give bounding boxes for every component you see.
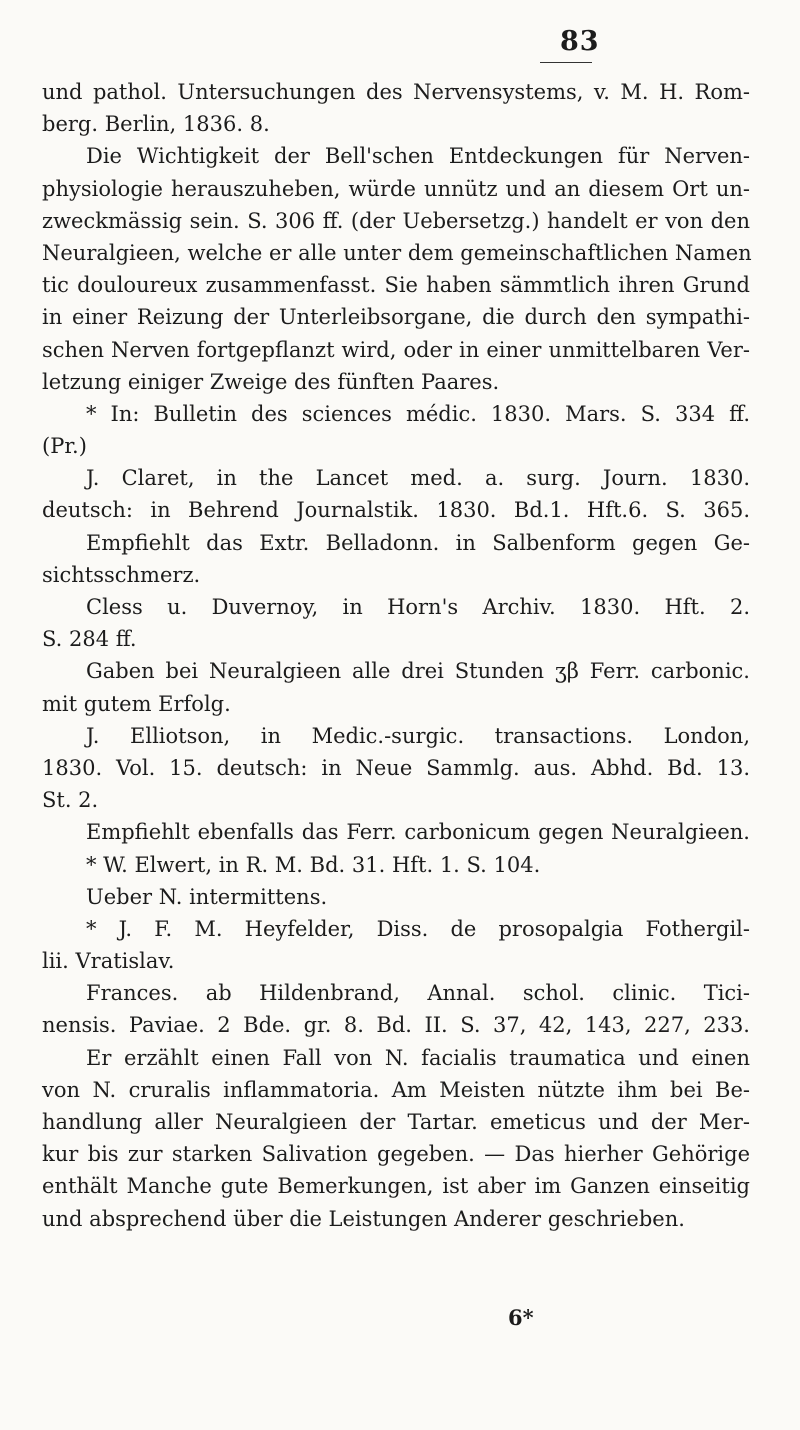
text-line: Ueber N. intermittens. <box>86 884 328 909</box>
text-line: mit gutem Erfolg. <box>42 691 231 716</box>
text-line: physiologie herauszuheben, würde unnütz und an diesem Ort un- <box>42 176 750 201</box>
text-line: St. 2. <box>42 788 99 813</box>
text-line: * In: Bulletin des sciences médic. 1830. Mars. S. 334 ff. <box>86 401 750 426</box>
text-line: Frances. ab Hildenbrand, Annal. schol. clinic. Tici- <box>86 981 750 1006</box>
text-line: enthält Manche gute Bemerkungen, ist aber im Ganzen einseitig <box>42 1174 750 1199</box>
text-line: kur bis zur starken Salivation gegeben. — Das hierher Gehörige <box>42 1142 750 1167</box>
text-line: und pathol. Untersuchungen des Nervensystems, v. M. H. Rom- <box>42 80 750 104</box>
text-line: tic douloureux zusammenfasst. Sie haben sämmtlich ihren Grund <box>42 273 750 298</box>
text-line: Neuralgieen, welche er alle unter dem gemeinschaftlichen Namen <box>42 240 752 265</box>
text-line: 1830. Vol. 15. deutsch: in Neue Sammlg. aus. Abhd. Bd. 13. <box>42 755 750 780</box>
text-line: Die Wichtigkeit der Bell'schen Entdeckungen für Nerven- <box>86 144 750 169</box>
text-line: Gaben bei Neuralgieen alle drei Stunden ʒβ Ferr. carbonic. <box>86 659 750 684</box>
text-line: deutsch: in Behrend Journalstik. 1830. Bd.1. Hft.6. S. 365. <box>42 498 750 523</box>
text-line: nensis. Paviae. 2 Bde. gr. 8. Bd. II. S. 37, 42, 143, 227, 233. <box>42 1013 750 1038</box>
header-rule <box>540 62 592 63</box>
text-line: lii. Vratislav. <box>42 949 175 974</box>
text-line: S. 284 ff. <box>42 627 137 652</box>
text-line: von N. cruralis inflammatoria. Am Meisten nützte ihm bei Be- <box>42 1077 750 1102</box>
text-line: J. Claret, in the Lancet med. a. surg. Journ. 1830. <box>86 466 750 491</box>
text-line: und absprechend über die Leistungen Anderer geschrieben. <box>42 1206 685 1231</box>
text-line: handlung aller Neuralgieen der Tartar. emeticus und der Mer- <box>42 1110 750 1134</box>
text-line: Empfiehlt das Extr. Belladonn. in Salbenform gegen Ge- <box>86 530 750 555</box>
text-line: sichtsschmerz. <box>42 562 201 587</box>
text-line: Empfiehlt ebenfalls das Ferr. carbonicum gegen Neuralgieen. <box>86 820 750 845</box>
signature-mark: 6* <box>508 1305 534 1330</box>
text-line: J. Elliotson, in Medic.-surgic. transactions. London, <box>86 723 750 748</box>
body-text <box>42 76 750 1235</box>
text-line: * J. F. M. Heyfelder, Diss. de prosopalgia Fothergil- <box>86 916 750 941</box>
text-line: in einer Reizung der Unterleibsorgane, die durch den sympathi- <box>42 305 750 330</box>
text-line: (Pr.) <box>42 434 87 459</box>
text-line: schen Nerven fortgepflanzt wird, oder in einer unmittelbaren Ver- <box>42 337 750 362</box>
text-line: letzung einiger Zweige des fünften Paares. <box>42 369 500 394</box>
text-line: Cless u. Duvernoy, in Horn's Archiv. 1830. Hft. 2. <box>86 595 750 619</box>
text-line: Er erzählt einen Fall von N. facialis traumatica und einen <box>86 1045 750 1070</box>
page-number: 83 <box>560 26 600 57</box>
text-line: zweckmässig sein. S. 306 ff. (der Uebersetzg.) handelt er von den <box>42 208 750 233</box>
text-line: * W. Elwert, in R. M. Bd. 31. Hft. 1. S. 104. <box>86 852 541 877</box>
text-line: berg. Berlin, 1836. 8. <box>42 112 270 137</box>
